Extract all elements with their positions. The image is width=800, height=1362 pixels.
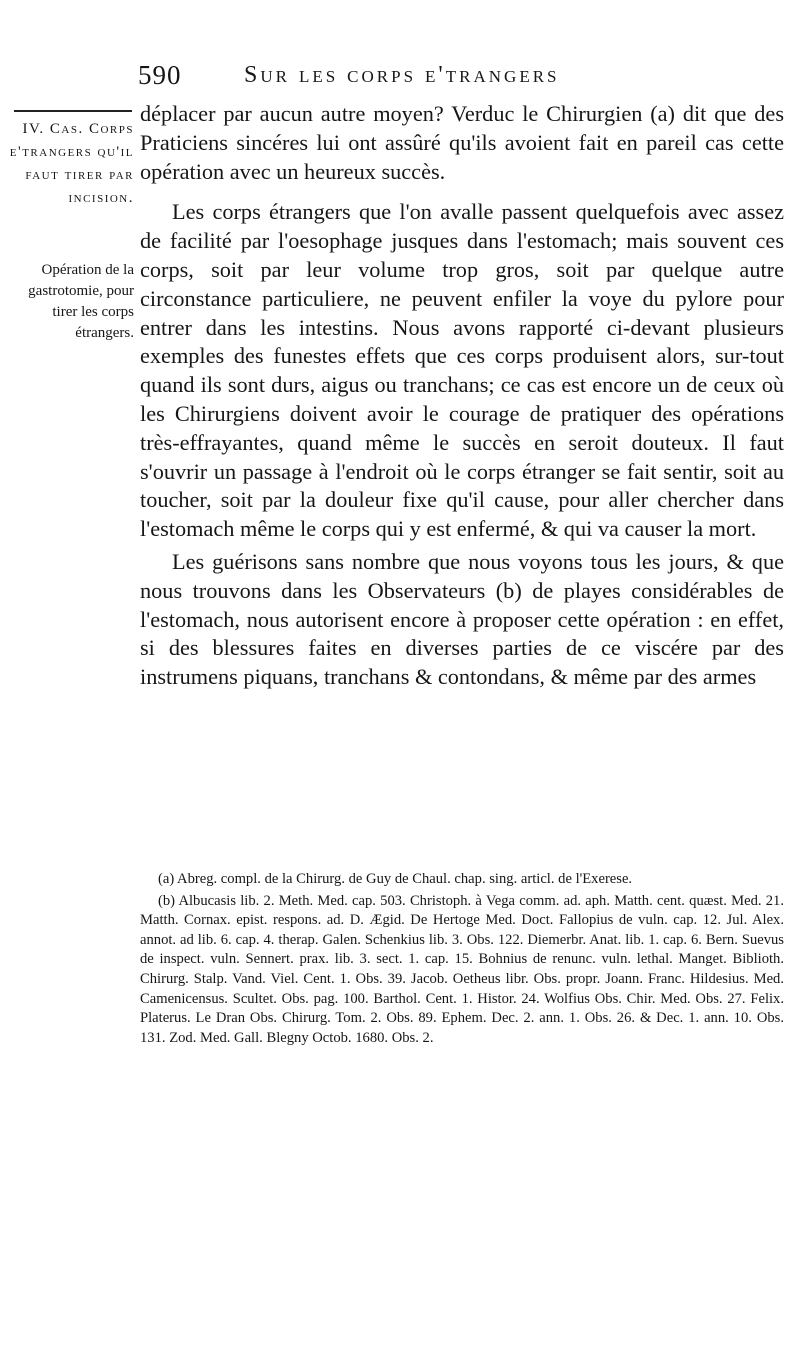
footnote-b: (b) Albucasis lib. 2. Meth. Med. cap. 503. Christoph. à Vega comm. ad. aph. Matth. cent. quæst. Med. 21. Matth. Cornax. epist. respons. ad. D. Ægid. De Hertoge Med. Doct. Fallopius de vuln. cap. 12. Jul. Alex. annot. ad lib. 6. cap. 4. therap. Galen. Schenkius lib. 3. Obs. 122. Diemerbr. Anat. lib. 1. cap. 6. Bern. Suevus de inspect. vuln. Sennert. prax. lib. 3. sect. 1. cap. 15. Bohnius de renunc. vuln. lethal. Manget. Biblioth. Chirurg. Stalp. Vand. Viel. Cent. 1. Obs. 39. Jacob. Oetheus libr. Obs. propr. Joann. Franc. Hildesius. Med. Camenicensus. Scultet. Obs. pag. 100. Barthol. Cent. 1. Histor. 24. Wolfius Obs. Chir. Med. Obs. 27. Felix. Platerus. Le Dran Obs. Chirurg. Tom. 2. Obs. 89. Ephem. Dec. 2. ann. 1. Obs. 26. & Dec. 1. ann. 10. Obs. 131. Zod. Med. Gall. Blegny Octob. 1680. Obs. 2. xyxy=(140,892,784,1046)
margin-note: Opération de la gastrotomie, pour tirer les corps étrangers. xyxy=(28,262,134,341)
footnotes xyxy=(140,870,784,1050)
paragraph-1: déplacer par aucun autre moyen? Verduc le Chirurgien (a) dit que des Praticiens sincéres lui ont assûré qu'ils avoient fait en pareil cas cette opération avec un heureux succès. xyxy=(140,101,784,184)
footnote-a: (a) Abreg. compl. de la Chirurg. de Guy de Chaul. chap. sing. articl. de l'Exerese. xyxy=(158,871,633,887)
page-number: 590 xyxy=(138,60,182,90)
body-text xyxy=(140,100,784,692)
running-head: Sur les corps e'trangers xyxy=(244,62,560,88)
margin-section-heading: IV. Cas. Corps e'trangers qu'il faut tirer par incision. xyxy=(9,121,134,206)
page-header xyxy=(138,60,778,96)
paragraph-2: Les corps étrangers que l'on avalle passent quelquefois avec assez de facilité par l'oesophage jusques dans l'estomach; mais souvent ces corps, soit par leur volume trop gros, soit par quelque autre circonstance particuliere, ne peuvent enfiler la voye du pylore pour entrer dans les intestins. Nous avons rapporté ci-devant plusieurs exemples des funestes effets que ces corps produisent alors, sur-tout quand ils sont durs, aigus ou tranchans; ce cas est encore un de ceux où les Chirurgiens doivent avoir le courage de pratiquer des opérations très-effrayantes, quand même le succès en seroit douteux. Il faut s'ouvrir un passage à l'endroit où le corps étranger se fait sentir, soit au toucher, soit par la douleur fixe qu'il cause, pour aller chercher dans l'estomach même le corps qui y est enfermé, & qui va causer la mort. xyxy=(140,199,784,542)
paragraph-3: Les guérisons sans nombre que nous voyons tous les jours, & que nous trouvons dans les Observateurs (b) de playes considérables de l'estomach, nous autorisent encore à proposer cette opération : en effet, si des blessures faites en diverses parties de ce viscére par des instrumens piquans, tranchans & contondans, & même par des armes xyxy=(140,548,784,690)
margin-rule xyxy=(14,110,132,112)
